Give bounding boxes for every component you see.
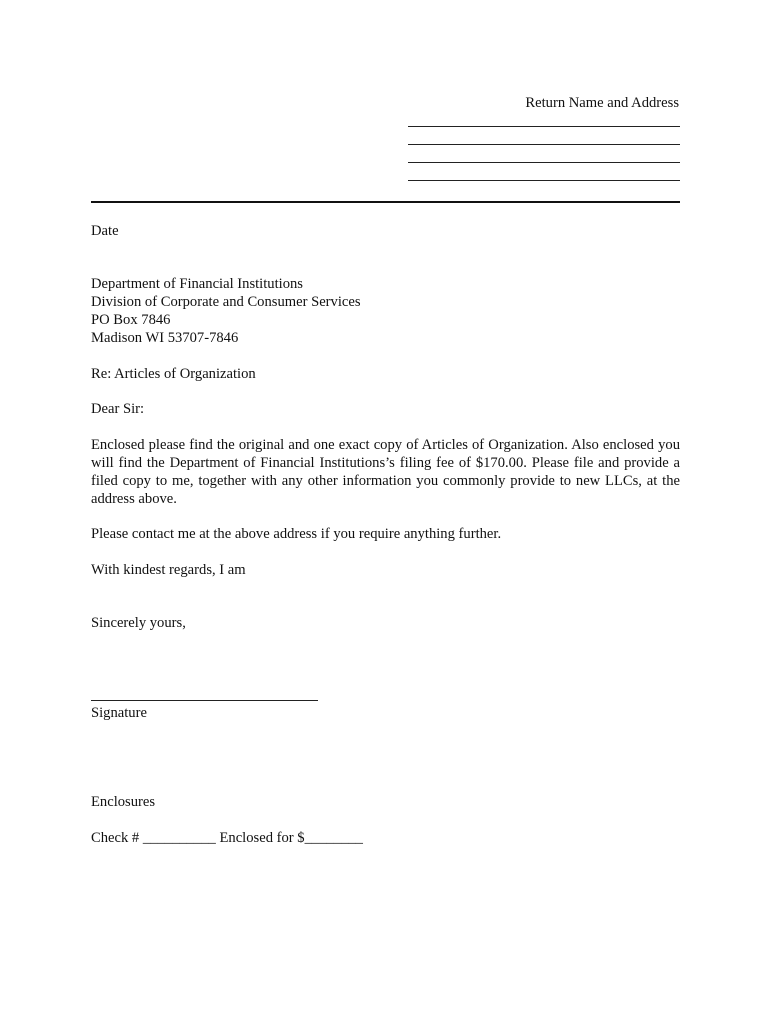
subject-line: Re: Articles of Organization [91, 366, 256, 382]
recipient-line-3: PO Box 7846 [91, 312, 171, 328]
recipient-line-4: Madison WI 53707-7846 [91, 330, 239, 346]
closing: Sincerely yours, [91, 615, 186, 631]
enclosures-label: Enclosures [91, 794, 156, 810]
header-divider [91, 201, 680, 203]
signature-label: Signature [91, 705, 147, 721]
body-paragraph: Enclosed please find the original and one exact copy of Articles of Organization. Also enclosed you will find the Department of Financial Institutions’s filing fee of $170.00. Please file and provide a filed copy to me, together with any other information you commonly provide to new LLCs, at the address above. [91, 437, 680, 507]
regards-line: With kindest regards, I am [91, 562, 246, 578]
signature-line [91, 700, 318, 701]
return-address-line-4 [408, 180, 680, 181]
date-label: Date [91, 223, 119, 239]
recipient-line-1: Department of Financial Institutions [91, 276, 303, 292]
contact-line: Please contact me at the above address if you require anything further. [91, 526, 502, 542]
salutation: Dear Sir: [91, 401, 145, 417]
check-line: Check # __________ Enclosed for $________ [91, 830, 363, 846]
return-address-line-1 [408, 126, 680, 127]
return-address-title: Return Name and Address [525, 95, 679, 111]
recipient-line-2: Division of Corporate and Consumer Services [91, 294, 361, 310]
return-address-line-3 [408, 162, 680, 163]
return-address-line-2 [408, 144, 680, 145]
